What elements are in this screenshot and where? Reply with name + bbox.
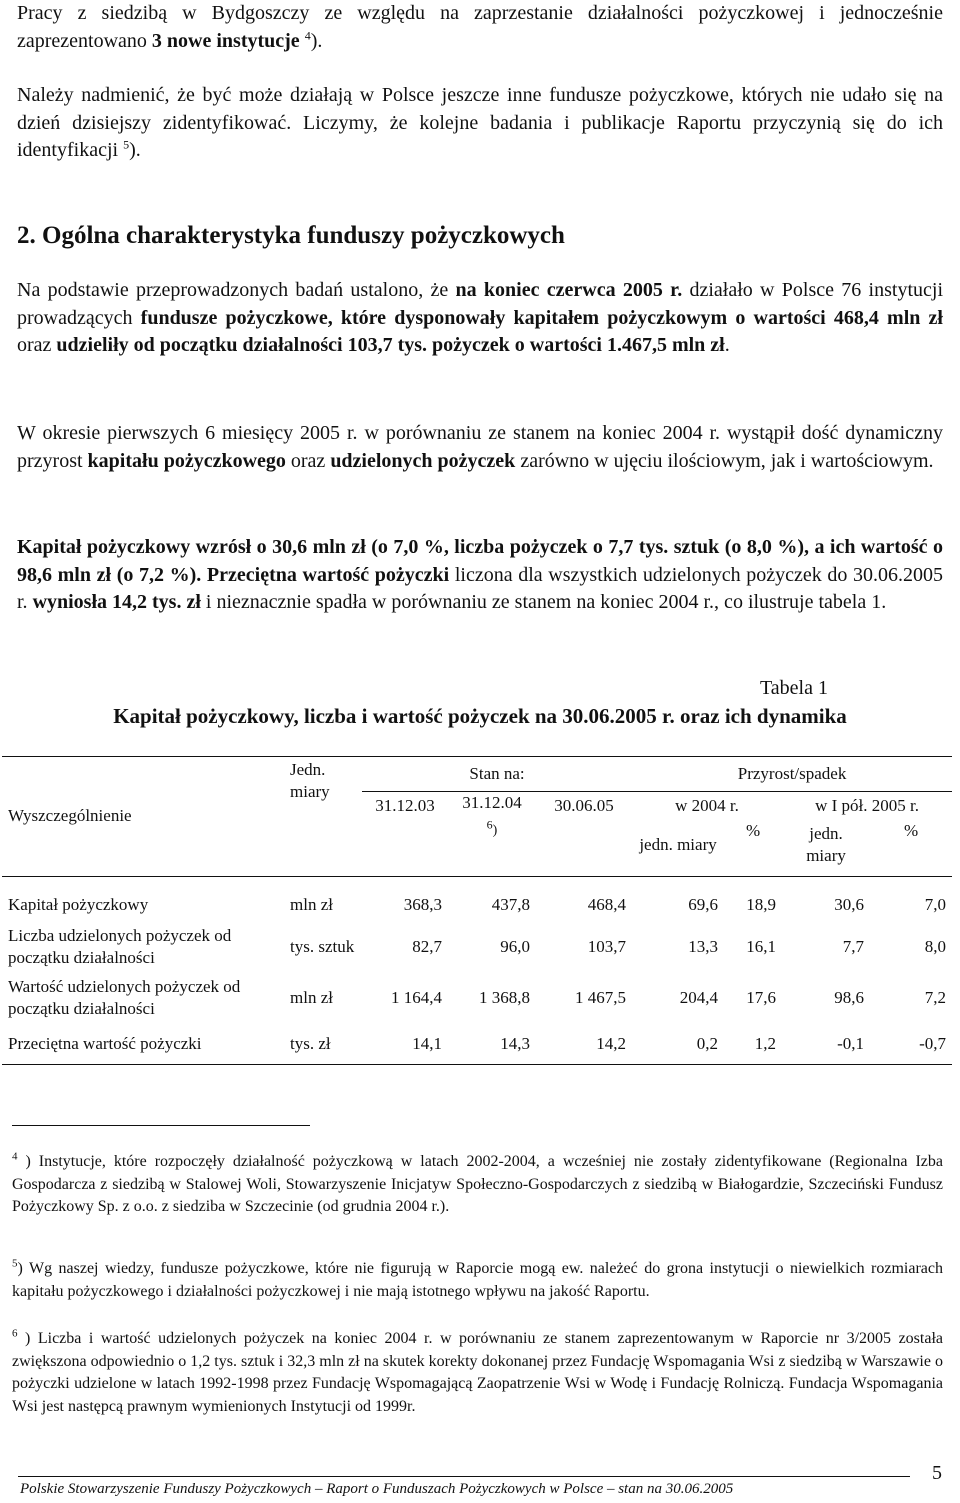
row-value: 0,2 — [632, 1024, 724, 1065]
row-value: 468,4 — [587, 895, 626, 914]
bold-text: udzielonych pożyczek — [330, 449, 516, 472]
paragraph-4 — [17, 420, 943, 475]
bold-text: Kapitał pożyczkowy wzrósł o 30,6 mln zł (o 7,0 %, liczba pożyczek o 7,7 tys. sztuk (o 8,0 %), a ich wartość o 98,6 mln zł (o 7,2 %). Przeciętna wartość pożyczki — [17, 536, 943, 586]
footnote-text: ) Liczba i wartość udzielonych pożyczek na koniec 2004 r. w porównaniu ze stanem zaprezentowanym w Raporcie nr 3/2005 została zwiększona odpowiednio o 1,2 tys. sztuk i 32,3 mln zł na skutek korekty dokonanej przez Fundację Wspomagania Wsi z siedzibą w Warszawie o pożyczki udzielone w latach 1992-1998 przez Fundację Wspomagającą Zaopatrzenie Wsi w Wodę i Fundację Rolniczą. Fundacja Wspomagania Wsi jest następcą prawnym wymienionych Instytucji od 1999r. — [12, 1330, 943, 1415]
header-blank — [362, 820, 448, 870]
row-value: 103,7 — [587, 937, 626, 956]
row-value: 82,7 — [412, 937, 442, 956]
row-value: 1 164,4 — [391, 988, 442, 1007]
table-label: Tabela 1 — [759, 677, 828, 699]
paragraph-5 — [17, 534, 943, 617]
bold-text: wyniosła 14,2 tys. zł — [32, 591, 201, 613]
table-row — [2, 972, 952, 1024]
footer-text: Polskie Stowarzyszenie Funduszy Pożyczkowych – Raport o Funduszach Pożyczkowych w Polsce – stan na 30.06.2005 — [20, 1481, 734, 1497]
intro-paragraph-2 — [17, 82, 943, 165]
row-value: 16,1 — [746, 937, 776, 956]
header-wI: w I pół. 2005 r. — [815, 796, 919, 815]
intro-bold: 3 nowe instytucje — [151, 29, 300, 52]
header-unit-2: jedn. miary — [639, 835, 717, 854]
footer-rule — [18, 1476, 910, 1477]
row-value: 204,4 — [679, 988, 718, 1007]
intro-paragraph-1 — [17, 0, 943, 55]
header-stan: Stan na: — [362, 757, 632, 792]
text: i nieznacznie spadła w porównaniu ze stanem na koniec 2004 r., co ilustruje tabela 1. — [200, 591, 887, 613]
row-label: Liczba udzielonych pożyczek od początku działalności — [8, 926, 232, 967]
row-label: Wartość udzielonych pożyczek od początku działalności — [8, 977, 241, 1018]
row-value: 14,2 — [536, 1024, 632, 1065]
footnote-ref-6[interactable]: 6 — [486, 817, 493, 832]
footnote-mark: 5 — [12, 1257, 18, 1270]
text: działało w Polsce 76 instytucji prowadzących — [17, 279, 944, 329]
data-table — [2, 756, 952, 877]
text: Na podstawie przeprowadzonych badań ustalono, że — [17, 279, 456, 301]
row-value: 368,3 — [403, 895, 442, 914]
row-label: Kapitał pożyczkowy — [8, 895, 149, 914]
row-value: 7,2 — [924, 988, 946, 1007]
row-value: 30,6 — [834, 895, 864, 914]
header-unit-3: jedn. miary — [806, 824, 846, 865]
row-value: 1 368,8 — [479, 988, 530, 1007]
bold-text: na koniec czerwca 2005 r. — [455, 279, 683, 301]
row-value: 7,7 — [842, 937, 864, 956]
footnote-text: ) Wg naszej wiedzy, fundusze pożyczkowe, które nie figurują w Raporcie mogą ew. należeć do grona instytucji o niewielkich rozmiarach kapitału pożyczkowego i działalności pożyczkowej i nie mają istotnego wpływu na jakość Raportu. — [12, 1260, 943, 1300]
footnote-text: ) Instytucje, które rozpoczęły działalność pożyczkową w latach 2002-2004, a wcześniej nie zostały zidentyfikowane (Regionalna Izba Gospodarcza z siedzibą w Stalowej Woli, Stowarzyszenie Inicjatyw Społeczno-Gospodarczych z siedzibą w Białogardzie, Szczeciński Fundusz Pożyczkowy Sp. z o.o. z siedziba w Szczecinie (od grudnia 2004 r.). — [12, 1153, 944, 1215]
header-date-2-sup — [448, 817, 536, 870]
header-date-3: 30.06.05 — [554, 796, 614, 815]
header-item: Wyszczególnienie — [2, 757, 284, 871]
header-pct: % — [745, 821, 761, 840]
intro-text: Należy nadmienić, że być może działają w Polsce jeszcze inne fundusze pożyczkowe, których nie udało się na dzień dzisiejszy zidentyfikować. Liczymy, że kolejne badania i publikacje Raportu przyczynią się do ich identyfikacji — [17, 84, 943, 161]
row-value: 98,6 — [834, 988, 864, 1007]
footnote-6 — [12, 1328, 943, 1418]
table-row — [2, 922, 952, 972]
footnote-ref-4[interactable]: 4 — [304, 27, 311, 42]
row-value: -0,7 — [870, 1024, 952, 1065]
text: oraz — [285, 449, 331, 472]
row-value: 14,1 — [362, 1024, 448, 1065]
footnote-separator — [12, 1125, 310, 1126]
row-value: 69,6 — [688, 895, 718, 914]
bold-text: kapitału pożyczkowego — [87, 449, 286, 472]
row-value: 13,3 — [688, 937, 718, 956]
footnote-5 — [12, 1258, 943, 1303]
row-value: 8,0 — [924, 937, 946, 956]
header-blank — [536, 820, 632, 870]
row-value: 7,0 — [924, 895, 946, 914]
table-header-row — [2, 757, 952, 792]
header-date-2 — [448, 792, 536, 821]
row-value: 96,0 — [500, 937, 530, 956]
row-value: 17,6 — [746, 988, 776, 1007]
row-unit: tys. zł — [284, 1024, 362, 1065]
table-title: Kapitał pożyczkowy, liczba i wartość pożyczek na 30.06.2005 r. oraz ich dynamika — [113, 704, 847, 728]
header-date-1: 31.12.03 — [375, 796, 435, 815]
section-heading: 2. Ogólna charakterystyka funduszy pożyczkowych — [17, 222, 565, 249]
data-table-body — [2, 888, 952, 1065]
row-unit: mln zł — [290, 988, 333, 1007]
row-value: 1,2 — [724, 1024, 782, 1065]
row-value: 1 467,5 — [575, 988, 626, 1007]
text: liczona dla wszystkich udzielonych pożyczek do 30.06.2005 r. — [17, 563, 943, 613]
intro-text-end: ). — [129, 139, 141, 161]
header-unit: Jedn. miary — [284, 757, 362, 821]
table-row — [2, 1024, 952, 1065]
row-unit: tys. sztuk — [290, 937, 355, 956]
row-value: 437,8 — [491, 895, 530, 914]
footnote-4 — [12, 1151, 943, 1219]
row-label: Przeciętna wartość pożyczki — [2, 1024, 284, 1065]
header-w2004: w 2004 r. — [675, 796, 739, 815]
page-number: 5 — [932, 1462, 942, 1484]
row-value: -0,1 — [782, 1024, 870, 1065]
row-value: 14,3 — [448, 1024, 536, 1065]
bold-text: udzieliły od początku działalności 103,7 tys. pożyczek o wartości 1.467,5 mln zł — [56, 334, 725, 356]
header-date-2-suffix: ) — [492, 823, 498, 838]
footnote-mark: 4 — [12, 1150, 18, 1163]
header-date-2-text: 31.12.04 — [462, 793, 522, 812]
intro-text: Pracy z siedzibą w Bydgoszczy ze względu na zaprzestanie działalności pożyczkowej i jednocześnie zaprezentowano — [17, 2, 943, 52]
text: W okresie pierwszych 6 miesięcy 2005 r. w porównaniu ze stanem na koniec 2004 r. wystąpił dość dynamiczny przyrost — [17, 422, 943, 472]
header-change: Przyrost/spadek — [632, 757, 952, 792]
footnote-ref-5[interactable]: 5 — [123, 137, 130, 152]
footnote-mark: 6 — [12, 1327, 18, 1340]
text: zarówno w ujęciu ilościowym, jak i wartościowym. — [515, 449, 934, 472]
header-rule — [2, 870, 952, 877]
row-value: 18,9 — [746, 895, 776, 914]
header-pct-2: % — [903, 821, 919, 840]
paragraph-3 — [17, 277, 943, 360]
text: . — [724, 334, 730, 356]
header-unit-blank — [284, 820, 362, 870]
intro-text-end: ). — [310, 29, 323, 52]
row-unit: mln zł — [290, 895, 333, 914]
bold-text: fundusze pożyczkowe, które dysponowały kapitałem pożyczkowym o wartości 468,4 mln zł — [140, 306, 943, 329]
text: oraz — [17, 334, 57, 356]
table-row — [2, 888, 952, 922]
